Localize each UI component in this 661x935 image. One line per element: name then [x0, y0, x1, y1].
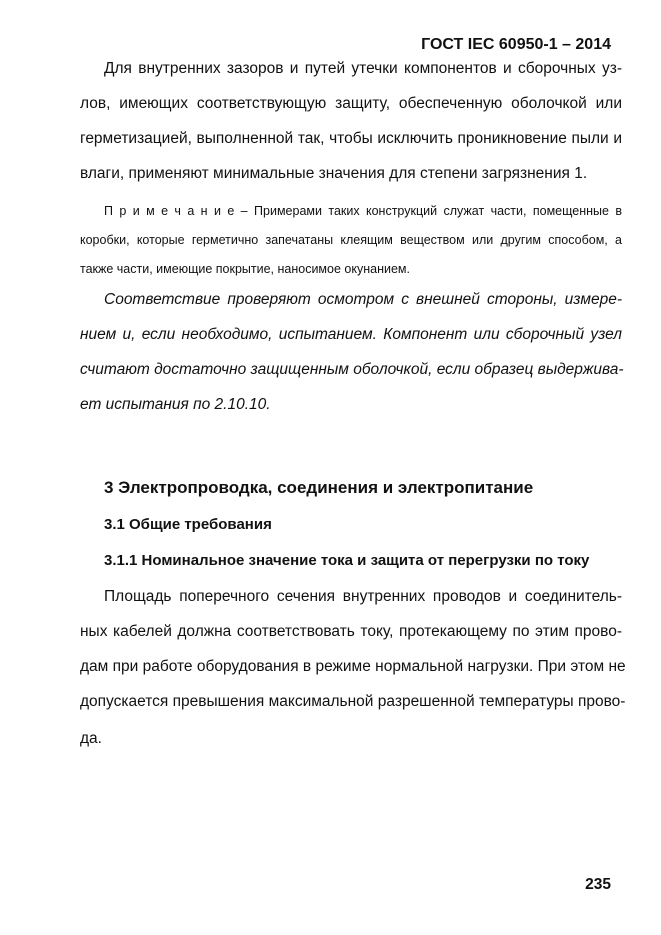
compliance-line: ет испытания по 2.10.10. — [80, 396, 271, 413]
compliance-line: нием и, если необходимо, испытанием. Компонент или сборочный узел — [80, 326, 622, 343]
page-number: 235 — [585, 876, 611, 893]
paragraph-line: лов, имеющих соответствующую защиту, обеспеченную оболочкой или — [80, 95, 622, 112]
subsection-heading: 3.1 Общие требования — [104, 516, 272, 533]
section-heading: 3 Электропроводка, соединения и электропитание — [104, 478, 534, 497]
note-line: П р и м е ч а н и е – Примерами таких конструкций служат части, помещенные в — [104, 204, 622, 218]
paragraph-line: допускается превышения максимальной разрешенной температуры прово- — [80, 693, 626, 710]
paragraph-line: герметизацией, выполненной так, чтобы исключить проникновение пыли и — [80, 130, 622, 147]
paragraph-line: да. — [80, 730, 102, 747]
compliance-line: Соответствие проверяют осмотром с внешней стороны, измере- — [104, 291, 622, 308]
paragraph-line: влаги, применяют минимальные значения для степени загрязнения 1. — [80, 165, 588, 182]
subsubsection-heading: 3.1.1 Номинальное значение тока и защита от перегрузки по току — [104, 552, 590, 569]
paragraph-line: ных кабелей должна соответствовать току, протекающему по этим прово- — [80, 623, 622, 640]
paragraph-line: Площадь поперечного сечения внутренних проводов и соединитель- — [104, 588, 622, 605]
document-header: ГОСТ IEC 60950-1 – 2014 — [421, 36, 611, 53]
paragraph-line: дам при работе оборудования в режиме нормальной нагрузки. При этом не — [80, 658, 626, 675]
paragraph-line: Для внутренних зазоров и путей утечки компонентов и сборочных уз- — [104, 60, 622, 77]
compliance-line: считают достаточно защищенным оболочкой, если образец выдержива- — [80, 361, 624, 378]
note-line: коробки, которые герметично запечатаны клеящим веществом или другим способом, а — [80, 233, 622, 247]
note-line: также части, имеющие покрытие, наносимое окунанием. — [80, 262, 410, 276]
